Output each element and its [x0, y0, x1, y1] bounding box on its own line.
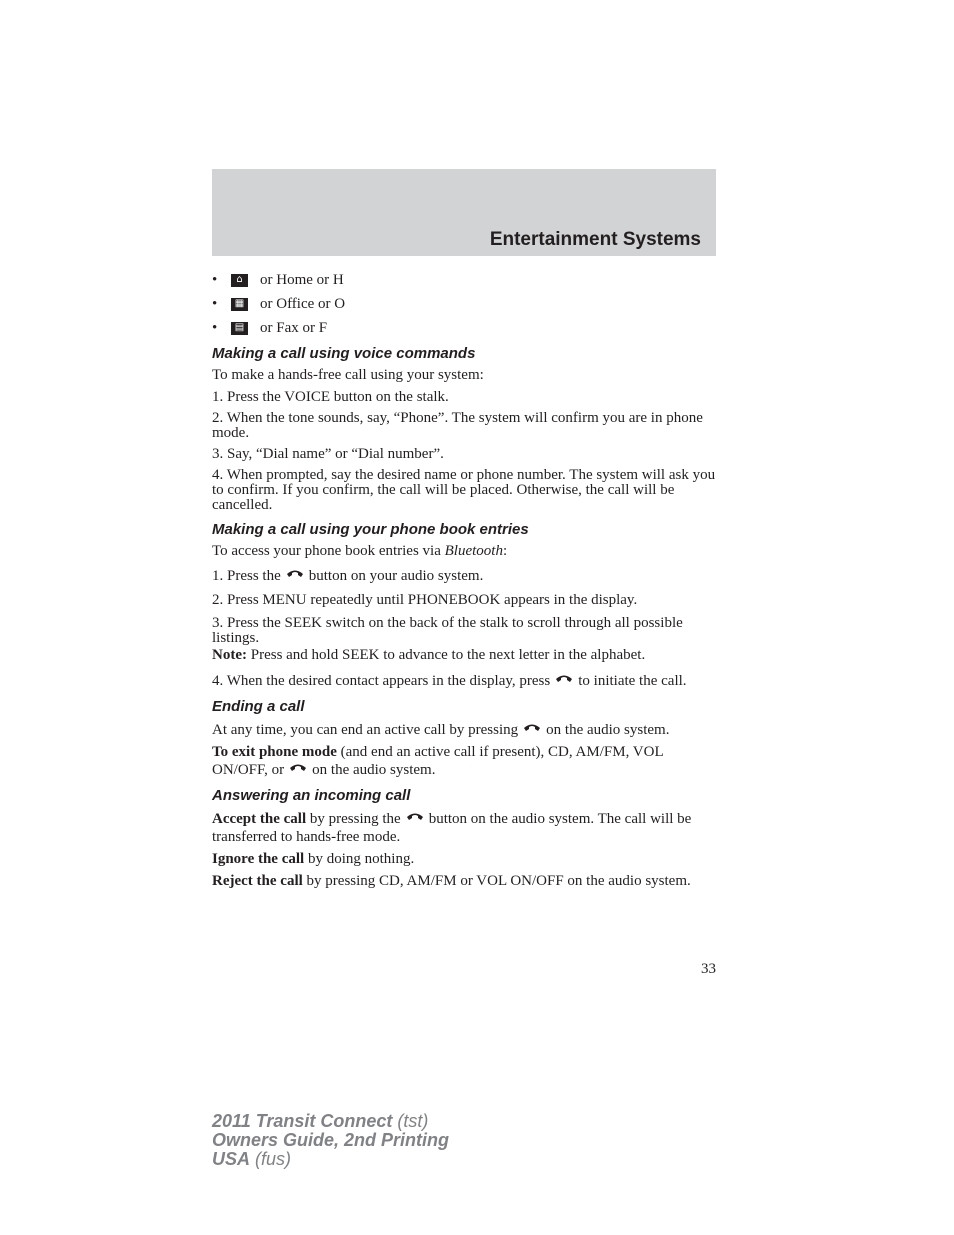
step: 2. Press MENU repeatedly until PHONEBOOK appears in the display.	[212, 592, 638, 608]
step	[212, 568, 716, 584]
paragraph	[212, 874, 716, 889]
step: 3. Say, “Dial name” or “Dial number”.	[212, 446, 444, 462]
paragraph: To make a hands-free call using your system:	[212, 367, 484, 383]
page-content	[212, 268, 716, 889]
step: 1. Press the VOICE button on the stalk.	[212, 389, 449, 405]
step	[212, 672, 716, 690]
footer-line	[212, 1112, 449, 1131]
step: 2. When the tone sounds, say, “Phone”. The system will confirm you are in phone mode.	[212, 410, 703, 441]
text: by pressing CD, AM/FM or VOL ON/OFF on the audio system.	[302, 873, 691, 889]
section-title: Entertainment Systems	[489, 229, 701, 250]
paragraph	[212, 721, 716, 739]
phone-icon	[289, 762, 307, 772]
bullet-text: or Office or O	[260, 295, 346, 312]
text: 1. Press the	[212, 568, 281, 584]
bullet-text: or Fax or F	[260, 319, 328, 336]
step: 4. When prompted, say the desired name or phone number. The system will ask you to confirm. If you confirm, the call will be placed. Otherwise, the call will be cancelled.	[212, 467, 716, 513]
paragraph	[212, 743, 716, 779]
bold-lead: To exit phone mode	[212, 744, 337, 760]
footer	[212, 1112, 449, 1169]
footer-model: 2011 Transit Connect	[212, 1111, 393, 1131]
heading-ending-call: Ending a call	[212, 698, 305, 715]
paragraph	[212, 852, 716, 867]
office-icon: ▦	[231, 298, 248, 311]
phone-icon	[406, 811, 424, 821]
text: Press and hold SEEK to advance to the next letter in the alphabet.	[246, 647, 646, 663]
list-item	[212, 268, 716, 292]
text: At any time, you can end an active call by pressing	[212, 722, 519, 738]
page-number: 33	[701, 961, 716, 977]
text: button on your audio system.	[308, 568, 484, 584]
text: by doing nothing.	[304, 851, 415, 867]
section-header-band	[212, 169, 716, 256]
text: on the audio system.	[546, 722, 670, 738]
bold-lead: Ignore the call	[212, 851, 305, 867]
paragraph	[212, 544, 716, 559]
text: :	[502, 543, 508, 559]
phone-icon	[286, 568, 304, 578]
footer-guide: Owners Guide, 2nd Printing	[212, 1130, 450, 1150]
bluetooth-term: Bluetooth	[444, 543, 503, 559]
bold-lead: Reject the call	[212, 873, 303, 889]
step: 3. Press the SEEK switch on the back of the stalk to scroll through all possible listings.	[212, 615, 683, 646]
footer-line	[212, 1131, 449, 1150]
text: on the audio system.	[312, 762, 436, 778]
bullet: •	[212, 271, 218, 288]
text: (and end an active call if present), CD, AM/FM, VOL ON/OFF, or	[212, 744, 664, 778]
bullet-text: or Home or H	[260, 271, 344, 288]
heading-answering-call: Answering an incoming call	[212, 787, 411, 804]
note-label: Note:	[212, 647, 247, 663]
bullet: •	[212, 295, 218, 312]
list-item	[212, 316, 716, 340]
text: button on the audio system. The call will be transferred to hands-free mode.	[212, 811, 692, 845]
home-icon: ⌂	[231, 274, 248, 287]
bold-lead: Accept the call	[212, 811, 307, 827]
text: by pressing the	[306, 811, 401, 827]
paragraph	[212, 810, 716, 846]
footer-line	[212, 1150, 449, 1169]
phone-icon	[555, 673, 573, 683]
text: 4. When the desired contact appears in the display, press	[212, 673, 551, 689]
text: to initiate the call.	[578, 673, 687, 689]
list-item	[212, 292, 716, 316]
phone-icon	[523, 722, 541, 732]
heading-voice-commands: Making a call using voice commands	[212, 345, 476, 362]
bullet: •	[212, 319, 218, 336]
heading-phone-book: Making a call using your phone book entries	[212, 521, 529, 538]
footer-region: USA	[212, 1149, 251, 1169]
fax-icon: ▤	[231, 322, 248, 335]
note	[212, 648, 716, 663]
footer-code: (fus)	[250, 1149, 292, 1169]
text: To access your phone book entries via	[212, 543, 445, 559]
footer-code: (tst)	[392, 1111, 429, 1131]
